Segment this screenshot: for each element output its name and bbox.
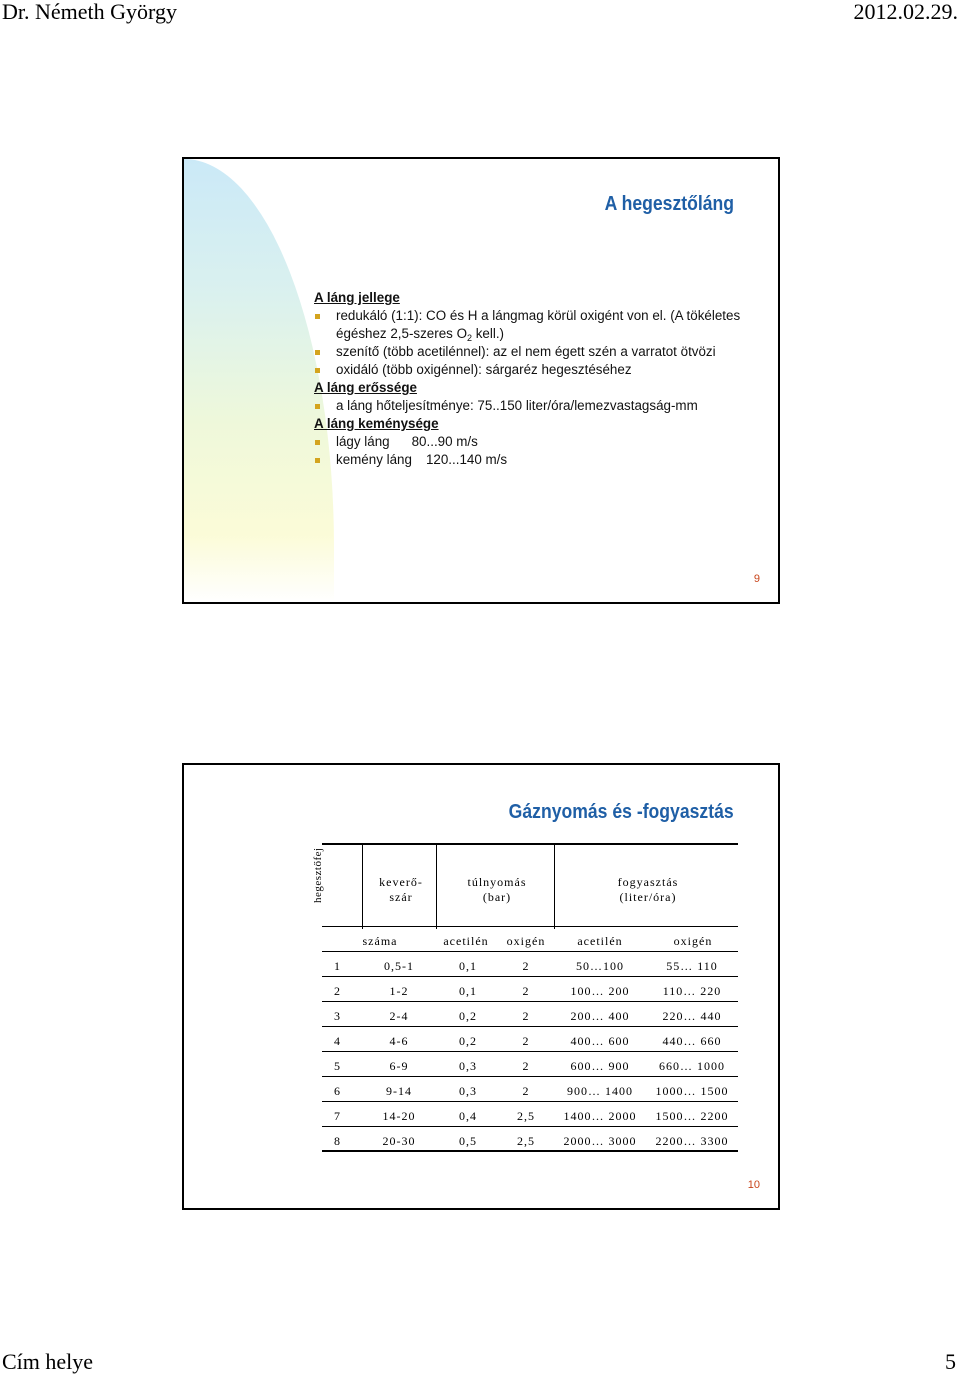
table-cell: 0,3 (459, 1084, 477, 1098)
table-subheader-rule (322, 951, 738, 952)
table-cell: 5 (334, 1059, 341, 1073)
table-cell: 0,4 (459, 1109, 477, 1123)
bullet-text: a láng hőteljesítménye: 75..150 liter/óra/lemezvastagság-mm (336, 398, 698, 413)
bullet-value: 120...140 m/s (425, 452, 508, 467)
section-heading-flame-strength: A láng erőssége (314, 380, 417, 395)
table-cell: 660… 1000 (659, 1059, 725, 1073)
table-vrule (436, 843, 437, 929)
table-cell: 1500… 2200 (655, 1109, 729, 1123)
table-cell: 2 (334, 984, 341, 998)
table-cell: 2 (522, 959, 530, 973)
bullet-text: szenítő (több acetilénnel): az el nem égett szén a varratot ötvözi (336, 344, 716, 359)
table-cell: 600… 900 (570, 1059, 630, 1073)
table-cell: 0,2 (459, 1034, 477, 1048)
column-header-mixer: keverő- szár (379, 875, 423, 904)
table-cell: 14-20 (382, 1109, 416, 1123)
table-bottom-rule (322, 1150, 738, 1152)
table-cell: 440… 660 (662, 1034, 722, 1048)
table-cell: 0,5-1 (384, 959, 414, 973)
bullet-text-end: kell.) (472, 326, 505, 341)
bullet-heat-output (314, 397, 754, 415)
slide-9 (182, 157, 780, 604)
table-vrule (554, 843, 555, 929)
table-cell: 0,3 (459, 1059, 477, 1073)
bullet-square-icon (315, 404, 320, 409)
table-cell: 1-2 (389, 984, 409, 998)
bullet-reducing (314, 307, 754, 343)
table-cell: 7 (334, 1109, 341, 1123)
table-cell: 2200… 3300 (655, 1134, 729, 1148)
column-header-consumption: fogyasztás (liter/óra) (617, 875, 679, 904)
slide-title: Gáznyomás és -fogyasztás (509, 801, 734, 823)
bullet-soft-flame (314, 433, 754, 451)
table-cell: 20-30 (382, 1134, 416, 1148)
table-cell: 50…100 (576, 959, 624, 973)
table-top-rule (322, 843, 738, 845)
slide-title: A hegesztőláng (604, 193, 734, 215)
slide-background-gradient (184, 159, 334, 602)
table-cell: 2 (522, 1059, 530, 1073)
bullet-square-icon (315, 440, 320, 445)
bullet-square-icon (315, 314, 320, 319)
bullet-carburizing (314, 343, 754, 361)
bullet-square-icon (315, 458, 320, 463)
slide-content (314, 289, 754, 469)
column-header-pressure: túlnyomás (bar) (467, 875, 527, 904)
table-row-rule (322, 1001, 738, 1002)
table-cell: 0,5 (459, 1134, 477, 1148)
table-cell: 4-6 (389, 1034, 409, 1048)
bullet-oxidizing (314, 361, 754, 379)
bullet-text: oxidáló (több oxigénnel): sárgaréz hegesztéséhez (336, 362, 632, 377)
table-cell: 900… 1400 (567, 1084, 633, 1098)
table-cell: 0,1 (459, 959, 477, 973)
table-cell: 3 (334, 1009, 341, 1023)
table-cell: 2000… 3000 (563, 1134, 637, 1148)
table-cell: 55… 110 (666, 959, 718, 973)
table-cell: 2,5 (517, 1134, 535, 1148)
footer-title-placeholder: Cím helye (2, 1349, 94, 1374)
table-cell: 110… 220 (662, 984, 722, 998)
table-cell: 4 (334, 1034, 341, 1048)
header-author: Dr. Németh György (2, 0, 177, 24)
footer-page-number: 5 (945, 1349, 956, 1374)
table-cell: 2 (522, 1034, 530, 1048)
subheader-oxygen-pressure: oxigén (506, 934, 546, 948)
bullet-value: 80...90 m/s (411, 434, 478, 449)
table-cell: 2 (522, 1084, 530, 1098)
table-header-rule (322, 926, 738, 927)
table-cell: 2-4 (389, 1009, 409, 1023)
bullet-text: redukáló (1:1): CO és H a lángmag körül oxigént von el. (A tökéletes égéshez 2,5-szeres O (336, 308, 741, 341)
bullet-square-icon (315, 368, 320, 373)
table-cell: 8 (334, 1134, 341, 1148)
table-cell: 0,2 (459, 1009, 477, 1023)
table-row-rule (322, 1101, 738, 1102)
table-cell: 6 (334, 1084, 341, 1098)
bullet-hard-flame (314, 451, 754, 469)
slide-number: 10 (747, 1179, 760, 1191)
table-row-rule (322, 1051, 738, 1052)
subheader-count: száma (362, 934, 398, 948)
table-cell: 2 (522, 984, 530, 998)
bullet-label: kemény láng (336, 452, 412, 467)
table-cell: 1 (334, 959, 341, 973)
subheader-oxygen-consumption: oxigén (673, 934, 713, 948)
table-cell: 9-14 (386, 1084, 412, 1098)
table-cell: 6-9 (389, 1059, 409, 1073)
table-cell: 2 (522, 1009, 530, 1023)
slide-10 (182, 763, 780, 1210)
bullet-label: lágy láng (336, 434, 390, 449)
table-row-rule (322, 1126, 738, 1127)
table-row-rule (322, 1076, 738, 1077)
bullet-square-icon (315, 350, 320, 355)
table-cell: 1000… 1500 (655, 1084, 729, 1098)
header-date: 2012.02.29. (853, 0, 958, 24)
table-cell: 0,1 (459, 984, 477, 998)
subheader-acetylene-consumption: acetilén (577, 934, 623, 948)
section-heading-flame-hardness: A láng keménysége (314, 416, 439, 431)
table-cell: 220… 440 (662, 1009, 722, 1023)
table-cell: 400… 600 (570, 1034, 630, 1048)
table-cell: 2,5 (517, 1109, 535, 1123)
table-cell: 200… 400 (570, 1009, 630, 1023)
table-cell: 100… 200 (570, 984, 630, 998)
table-row-rule (322, 1026, 738, 1027)
table-row-rule (322, 976, 738, 977)
vertical-header-text: hegesztőfej (312, 847, 324, 903)
subheader-acetylene-pressure: acetilén (443, 934, 489, 948)
subscript: 2 (467, 333, 473, 343)
slide-number: 9 (753, 573, 760, 585)
section-heading-flame-type: A láng jellege (314, 290, 400, 305)
table-cell: 1400… 2000 (563, 1109, 637, 1123)
